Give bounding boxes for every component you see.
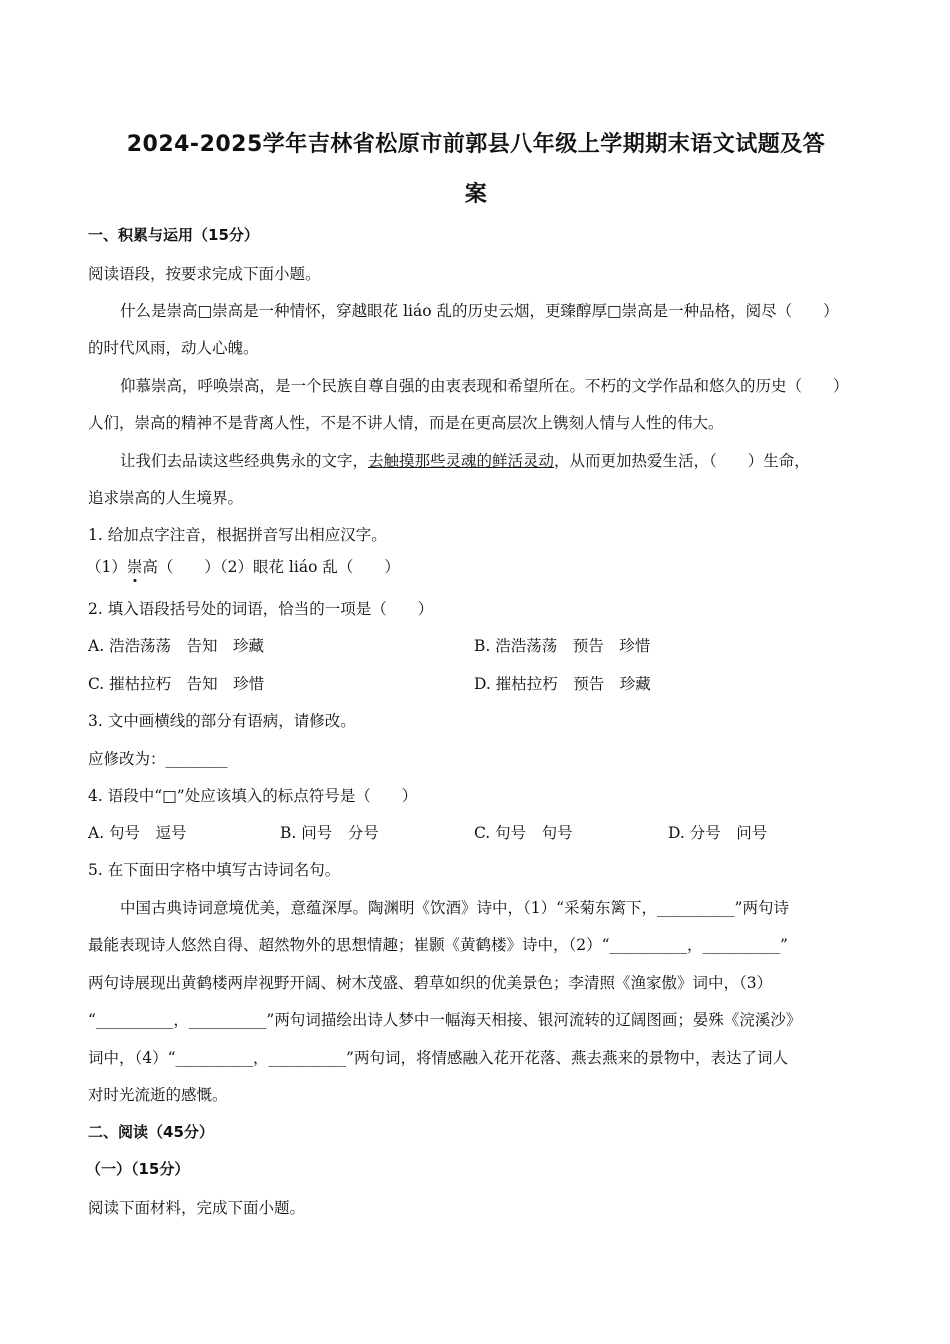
title-line-2: 案 bbox=[464, 182, 488, 207]
section-2-subheading: （一）（15分） bbox=[86, 1160, 190, 1178]
title-line-1: 2024-2025学年吉林省松原市前郭县八年级上学期期末语文试题及答 bbox=[126, 132, 826, 157]
question-5: 5. 在下面田字格中填写古诗词名句。 bbox=[88, 861, 341, 879]
question-5-passage-line-2: 最能表现诗人悠然自得、超然物外的思想情趣；崔颢《黄鹤楼》诗中，（2）“__________，__________” bbox=[88, 936, 788, 954]
paragraph-2-line-2: 人们，崇高的精神不是背离人性，不是不讲人情，而是在更高层次上镌刻人情与人性的伟大。 bbox=[88, 414, 724, 432]
paragraph-3-text-b: ，从而更加热爱生活，（ ）生命， bbox=[554, 452, 810, 470]
paragraph-1-line-1: 什么是崇高□崇高是一种情怀，穿越眼花 liáo 乱的历史云烟，更臻醇厚□崇高是一种品格，阅尽（ ） bbox=[120, 302, 839, 320]
question-2-option-b: B. 浩浩荡荡 预告 珍惜 bbox=[474, 637, 651, 655]
question-5-passage-line-1: 中国古典诗词意境优美，意蕴深厚。陶渊明《饮酒》诗中，（1）“采菊东篱下，__________”两句诗 bbox=[120, 899, 789, 917]
paragraph-3-line-1 bbox=[120, 449, 810, 471]
question-2-option-a: A. 浩浩荡荡 告知 珍藏 bbox=[88, 637, 265, 655]
question-1-sub-a: （1） bbox=[86, 558, 127, 576]
question-2: 2. 填入语段括号处的词语，恰当的一项是（ ） bbox=[88, 600, 434, 618]
section-1-instruction: 阅读语段，按要求完成下面小题。 bbox=[88, 265, 321, 283]
document-title bbox=[86, 120, 866, 220]
question-5-passage-line-6: 对时光流逝的感慨。 bbox=[88, 1086, 228, 1104]
paragraph-3-line-2: 追求崇高的人生境界。 bbox=[88, 489, 244, 507]
paragraph-3-text-a: 让我们去品读这些经典隽永的文字， bbox=[120, 452, 369, 470]
question-3: 3. 文中画横线的部分有语病，请修改。 bbox=[88, 712, 356, 730]
question-5-passage-line-3: 两句诗展现出黄鹤楼两岸视野开阔、树木茂盛、碧草如织的优美景色；李清照《渔家傲》词中，（3） bbox=[88, 974, 773, 992]
question-4-option-a: A. 句号 逗号 bbox=[88, 824, 187, 842]
question-1-sub-b: 高（ ）（2）眼花 liáo 乱（ ） bbox=[142, 558, 400, 576]
question-2-option-d: D. 摧枯拉朽 预告 珍藏 bbox=[474, 675, 651, 693]
dotted-character: 崇 bbox=[126, 558, 143, 576]
question-2-option-c: C. 摧枯拉朽 告知 珍惜 bbox=[88, 675, 265, 693]
paragraph-1-line-2: 的时代风雨，动人心魄。 bbox=[88, 339, 259, 357]
question-5-passage-line-4: “__________，__________”两句词描绘出诗人梦中一幅海天相接、银河流转的辽阔图画；晏殊《浣溪沙》 bbox=[88, 1011, 802, 1029]
question-5-passage-line-5: 词中，（4）“__________，__________”两句词，将情感融入花开花落、燕去燕来的景物中，表达了词人 bbox=[88, 1049, 788, 1067]
question-4-option-b: B. 问号 分号 bbox=[280, 824, 379, 842]
section-2-heading: 二、阅读（45分） bbox=[88, 1123, 214, 1141]
underlined-sentence: 去触摸那些灵魂的鲜活灵动 bbox=[368, 452, 555, 470]
section-1-heading: 一、积累与运用（15分） bbox=[88, 226, 259, 244]
question-4: 4. 语段中“□”处应该填入的标点符号是（ ） bbox=[88, 787, 418, 805]
question-4-option-d: D. 分号 问号 bbox=[668, 824, 768, 842]
paragraph-2-line-1: 仰慕崇高，呼唤崇高，是一个民族自尊自强的由衷表现和希望所在。不朽的文学作品和悠久的历史（ ） bbox=[120, 377, 849, 395]
question-3-answer: 应修改为：________ bbox=[88, 750, 228, 768]
question-1: 1. 给加点字注音，根据拼音写出相应汉字。 bbox=[88, 526, 387, 544]
question-4-option-c: C. 句号 句号 bbox=[474, 824, 573, 842]
question-1-sub bbox=[86, 555, 400, 577]
section-2-instruction: 阅读下面材料，完成下面小题。 bbox=[88, 1199, 306, 1217]
